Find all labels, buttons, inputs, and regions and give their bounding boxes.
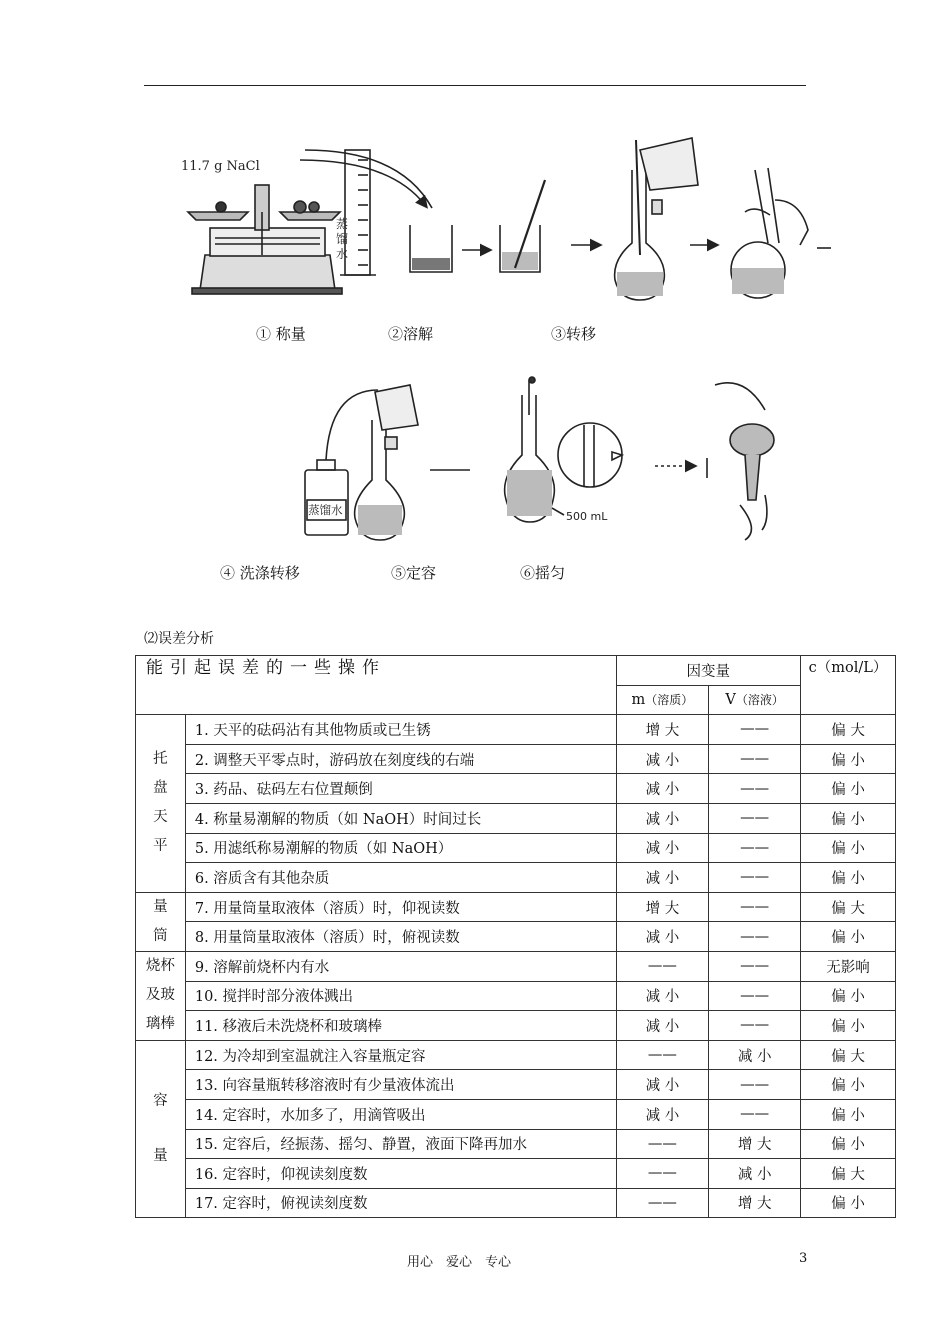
table-row [136,1070,896,1100]
volume-cell: —— [709,951,801,981]
concentration-cell: 偏 小 [801,803,896,833]
mass-cell: —— [616,1159,709,1189]
table-row [136,715,896,745]
operation-cell: 10. 搅拌时部分液体溅出 [185,981,616,1011]
group-char: 烧杯 [145,958,175,975]
concentration-cell: 偏 小 [801,1129,896,1159]
group-char: 量 [153,898,168,915]
flask-fill-to-mark-icon [505,377,622,522]
operation-cell: 3. 药品、砝码左右位置颠倒 [185,774,616,804]
table-row [136,951,896,981]
header-volume-symbol: V [725,692,736,709]
volume-cell: —— [709,833,801,863]
table-row [136,892,896,922]
header-mass [616,685,709,715]
concentration-cell: 偏 小 [801,744,896,774]
mass-cell: 减 小 [616,863,709,893]
header-dependent-variable: 因变量 [616,656,801,686]
volume-cell: 减 小 [709,1040,801,1070]
beaker-with-solid-icon [410,225,452,272]
group-char: 天 [153,809,168,826]
distilled-water-label: 蒸馏水 [336,217,349,261]
concentration-cell: 偏 大 [801,1040,896,1070]
operation-cell: 1. 天平的砝码沾有其他物质或已生锈 [185,715,616,745]
page-number: 3 [799,1251,808,1266]
mass-cell: 减 小 [616,1099,709,1129]
mass-cell: 减 小 [616,922,709,952]
concentration-cell: 无影响 [801,951,896,981]
concentration-cell: 偏 大 [801,1159,896,1189]
mass-cell: 减 小 [616,774,709,804]
table-row [136,744,896,774]
group-char: 及玻 [145,987,175,1004]
table-row [136,1040,896,1070]
operation-cell: 6. 溶质含有其他杂质 [185,863,616,893]
concentration-cell: 偏 小 [801,863,896,893]
footer-motto: 用心 爱心 专心 [407,1255,512,1270]
operation-cell: 2. 调整天平零点时，游码放在刻度线的右端 [185,744,616,774]
volume-cell: —— [709,1011,801,1041]
mass-cell: —— [616,1129,709,1159]
table-row [136,774,896,804]
operation-cell: 7. 用量筒量取液体（溶质）时，仰视读数 [185,892,616,922]
table-row [136,1159,896,1189]
mass-cell: 减 小 [616,1011,709,1041]
mass-cell: 减 小 [616,744,709,774]
volume-cell: —— [709,922,801,952]
section-title: ⑵误差分析 [144,631,214,647]
operation-cell: 15. 定容后，经振荡、摇匀、静置，液面下降再加水 [185,1129,616,1159]
volume-cell: —— [709,774,801,804]
wash-bottle-label: 蒸馏水 [308,503,343,517]
group-balance [136,715,186,893]
group-char: 璃棒 [145,1016,175,1033]
volume-cell: —— [709,1070,801,1100]
volumetric-flask-transfer-icon [615,138,698,300]
group-char: 量 [153,1148,168,1164]
table-row [136,833,896,863]
concentration-cell: 偏 大 [801,715,896,745]
volume-cell: —— [709,981,801,1011]
mass-cell: 增 大 [616,715,709,745]
volume-cell: —— [709,892,801,922]
header-mass-note: （溶质） [645,693,694,708]
operation-cell: 12. 为冷却到室温就注入容量瓶定容 [185,1040,616,1070]
mass-cell: 减 小 [616,833,709,863]
shake-flask-icon [715,383,774,540]
caption-weigh: ① 称量 [256,325,306,343]
operation-cell: 11. 移液后未洗烧杯和玻璃棒 [185,1011,616,1041]
volume-cell: 减 小 [709,1159,801,1189]
volume-cell: 增 大 [709,1188,801,1218]
procedure-illustration [0,0,950,620]
caption-shake: ⑥摇匀 [520,564,566,582]
caption-make-to-volume: ⑤定容 [391,564,437,582]
mass-cell: —— [616,1040,709,1070]
group-volumetric-flask [136,1040,186,1218]
mass-cell: 减 小 [616,803,709,833]
group-char: 容 [153,1093,168,1109]
group-char: 平 [153,838,168,855]
beaker-stirring-icon [500,180,545,272]
group-cylinder [136,892,186,951]
flask-in-hand-icon [731,168,808,298]
concentration-cell: 偏 小 [801,1070,896,1100]
volume-cell: —— [709,744,801,774]
mass-cell: 增 大 [616,892,709,922]
concentration-cell: 偏 小 [801,981,896,1011]
operation-cell: 8. 用量筒量取液体（溶质）时，俯视读数 [185,922,616,952]
flask-washing-transfer-icon [355,385,418,540]
operation-cell: 9. 溶解前烧杯内有水 [185,951,616,981]
nacl-label: 11.7 g NaCl [181,159,260,174]
concentration-cell: 偏 小 [801,774,896,804]
concentration-cell: 偏 大 [801,892,896,922]
group-char: 筒 [153,927,168,944]
caption-wash-transfer: ④ 洗涤转移 [220,564,300,582]
operation-cell: 5. 用滤纸称易潮解的物质（如 NaOH） [185,833,616,863]
caption-transfer: ③转移 [551,325,597,343]
header-volume [709,685,801,715]
operation-cell: 13. 向容量瓶转移溶液时有少量液体流出 [185,1070,616,1100]
table-row [136,981,896,1011]
table-row [136,803,896,833]
caption-dissolve: ②溶解 [388,325,434,343]
table-header-row [136,656,896,686]
concentration-cell: 偏 小 [801,1188,896,1218]
group-beaker-rod [136,951,186,1040]
mass-cell: 减 小 [616,981,709,1011]
table-row [136,1188,896,1218]
volume-cell: —— [709,715,801,745]
volume-label: 500 mL [566,510,608,523]
group-char: 托 [153,751,168,768]
volume-cell: 增 大 [709,1129,801,1159]
volume-cell: —— [709,803,801,833]
header-concentration: c（mol/L） [801,656,896,715]
mass-cell: 减 小 [616,1070,709,1100]
operation-cell: 14. 定容时，水加多了，用滴管吸出 [185,1099,616,1129]
concentration-cell: 偏 小 [801,1099,896,1129]
error-analysis-table [135,655,896,1218]
table-row [136,1011,896,1041]
operation-cell: 17. 定容时，俯视读刻度数 [185,1188,616,1218]
volume-cell: —— [709,1099,801,1129]
mass-cell: —— [616,951,709,981]
header-mass-symbol: m [631,692,646,709]
operation-cell: 16. 定容时，仰视读刻度数 [185,1159,616,1189]
table-row [136,1129,896,1159]
concentration-cell: 偏 小 [801,1011,896,1041]
table-row [136,863,896,893]
mass-cell: —— [616,1188,709,1218]
table-row [136,1099,896,1129]
concentration-cell: 偏 小 [801,833,896,863]
header-operations: 能引起误差的一些操作 [136,656,617,715]
table-row [136,922,896,952]
operation-cell: 4. 称量易潮解的物质（如 NaOH）时间过长 [185,803,616,833]
header-volume-note: （溶液） [735,693,784,708]
concentration-cell: 偏 小 [801,922,896,952]
group-char: 盘 [153,780,168,797]
volume-cell: —— [709,863,801,893]
balance-icon [188,185,342,294]
